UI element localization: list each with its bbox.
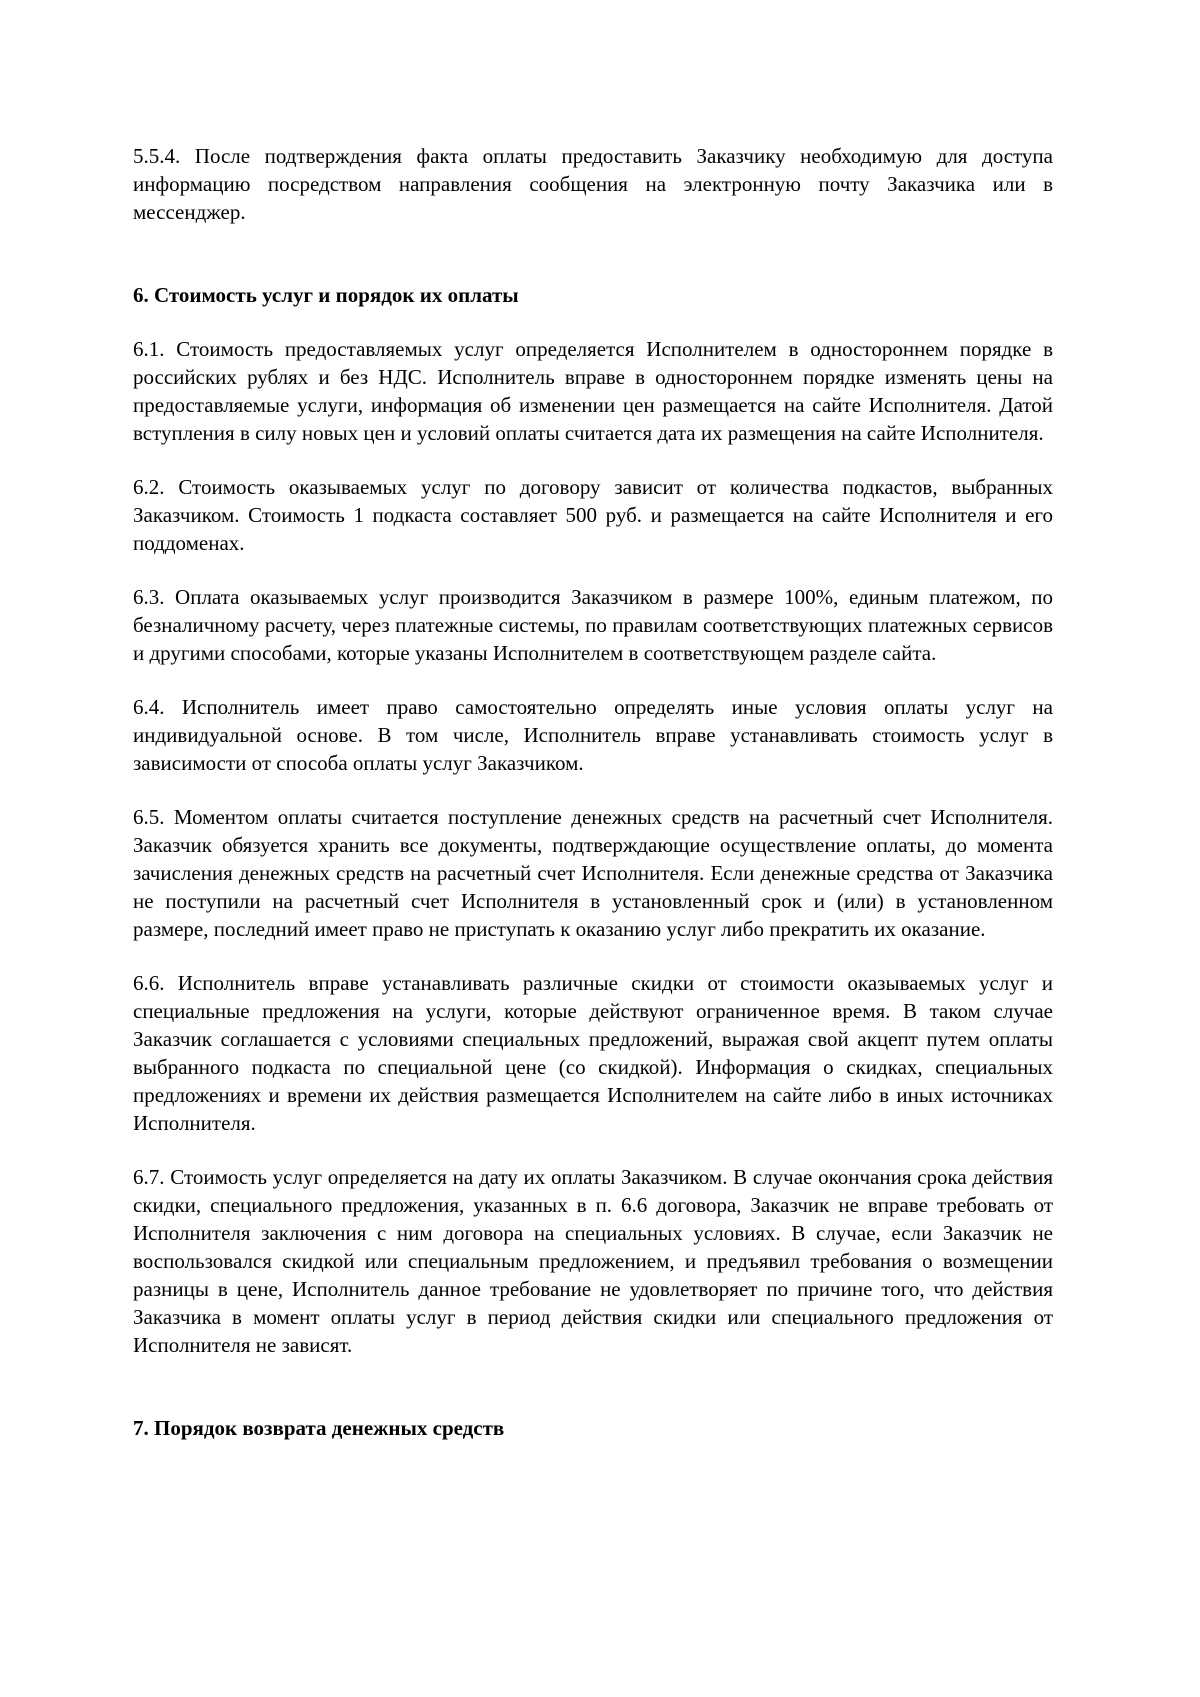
paragraph: 6.6. Исполнитель вправе устанавливать различные скидки от стоимости оказываемых услуг и специальные предложения на услуги, которые действуют ограниченное время. В таком случае Заказчик соглашается с условиями специальных предложений, выражая свой акцепт путем оплаты выбранного подкаста по специальной цене (со скидкой). Информация о скидках, специальных предложениях и времени их действия размещается Исполнителем на сайте либо в иных источниках Исполнителя. — [133, 971, 1053, 1135]
paragraph: 6.3. Оплата оказываемых услуг производится Заказчиком в размере 100%, единым платежом, по безналичному расчету, через платежные системы, по правилам соответствующих платежных сервисов и другими способами, которые указаны Исполнителем в соответствующем разделе сайта. — [133, 585, 1053, 665]
paragraph: 6.1. Стоимость предоставляемых услуг определяется Исполнителем в одностороннем порядке в российских рублях и без НДС. Исполнитель вправе в одностороннем порядке изменять цены на предоставляемые услуги, информация об изменении цен размещается на сайте Исполнителя. Датой вступления в силу новых цен и условий оплаты считается дата их размещения на сайте Исполнителя. — [133, 337, 1053, 445]
paragraph: 6.2. Стоимость оказываемых услуг по договору зависит от количества подкастов, выбранных Заказчиком. Стоимость 1 подкаста составляет 500 руб. и размещается на сайте Исполнителя и его поддоменах. — [133, 475, 1053, 555]
paragraph: 6.5. Моментом оплаты считается поступление денежных средств на расчетный счет Исполнителя. Заказчик обязуется хранить все документы, подтверждающие осуществление оплаты, до момента зачисления денежных средств на расчетный счет Исполнителя. Если денежные средства от Заказчика не поступили на расчетный счет Исполнителя в установленный срок и (или) в установленном размере, последний имеет право не приступать к оказанию услуг либо прекратить их оказание. — [133, 805, 1053, 941]
paragraph: 5.5.4. После подтверждения факта оплаты предоставить Заказчику необходимую для доступа информацию посредством направления сообщения на электронную почту Заказчика или в мессенджер. — [133, 144, 1053, 224]
paragraph: 6.7. Стоимость услуг определяется на дату их оплаты Заказчиком. В случае окончания срока действия скидки, специального предложения, указанных в п. 6.6 договора, Заказчик не вправе требовать от Исполнителя заключения с ним договора на специальных условиях. В случае, если Заказчик не воспользовался скидкой или специальным предложением, и предъявил требования о возмещении разницы в цене, Исполнитель данное требование не удовлетворяет по причине того, что действия Заказчика в момент оплаты услуг в период действия скидки или специального предложения от Исполнителя не зависят. — [133, 1165, 1053, 1357]
paragraph: 6.4. Исполнитель имеет право самостоятельно определять иные условия оплаты услуг на индивидуальной основе. В том числе, Исполнитель вправе устанавливать стоимость услуг в зависимости от способа оплаты услуг Заказчиком. — [133, 695, 1053, 775]
section-heading: 7. Порядок возврата денежных средств — [133, 1416, 505, 1440]
section-heading: 6. Стоимость услуг и порядок их оплаты — [133, 283, 519, 307]
document-body — [133, 142, 1053, 1442]
